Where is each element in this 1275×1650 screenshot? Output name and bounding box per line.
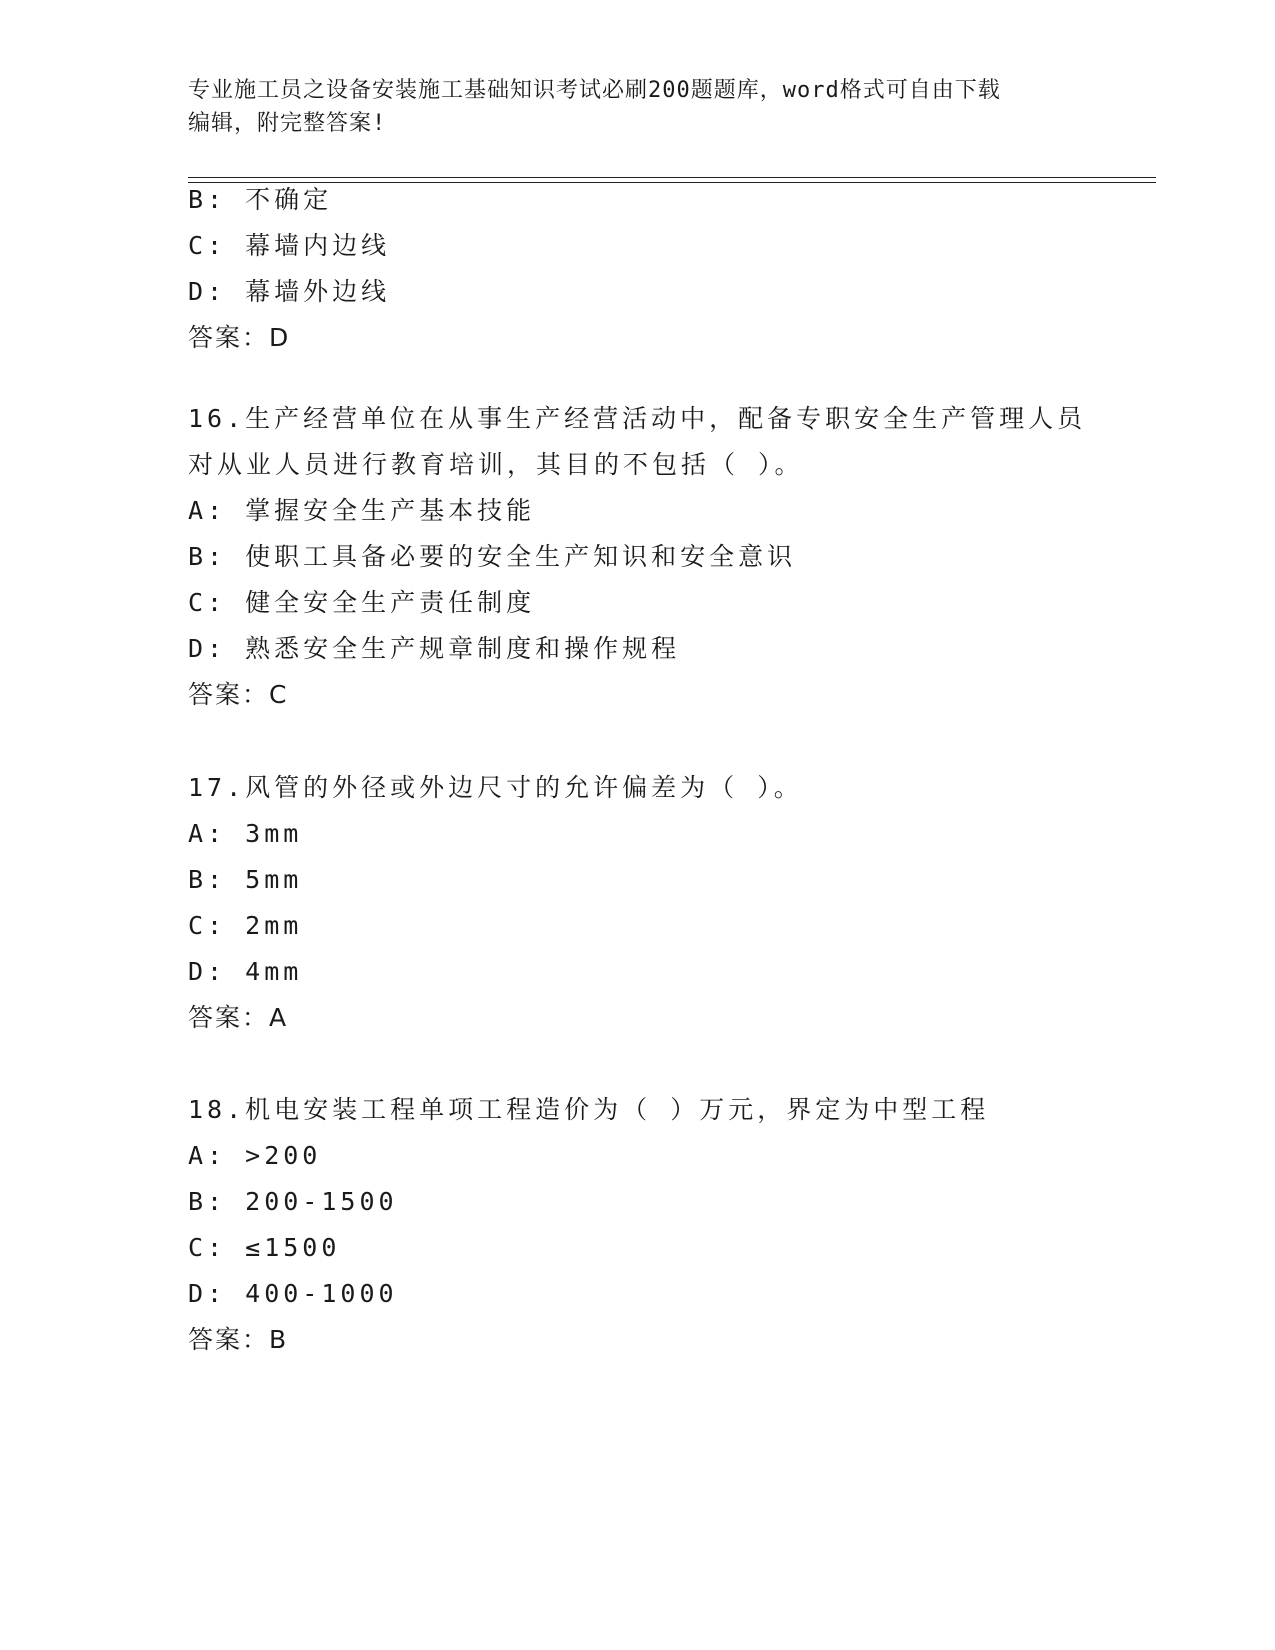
option-c: C: ≤1500 bbox=[188, 1233, 341, 1262]
header-line-1: 专业施工员之设备安装施工基础知识考试必刷200题题库，word格式可自由下载 bbox=[188, 78, 1001, 103]
question-17 bbox=[188, 765, 1088, 1041]
header-line-2: 编辑，附完整答案! bbox=[188, 111, 387, 136]
question-stem-line-2: 对从业人员进行教育培训，其目的不包括（ ）。 bbox=[188, 450, 804, 479]
answer: 答案：A bbox=[188, 1003, 289, 1032]
question-15-continuation bbox=[188, 177, 1088, 361]
option-c: C: 健全安全生产责任制度 bbox=[188, 588, 536, 617]
answer: 答案：C bbox=[188, 680, 289, 709]
option-c: C: 2mm bbox=[188, 911, 303, 940]
question-18 bbox=[188, 1087, 1088, 1363]
document-header bbox=[188, 74, 1088, 140]
option-d: D: 4mm bbox=[188, 957, 303, 986]
option-b: B: 不确定 bbox=[188, 185, 333, 214]
option-a: A: 3mm bbox=[188, 819, 303, 848]
answer: 答案：D bbox=[188, 323, 291, 352]
option-b: B: 200-1500 bbox=[188, 1187, 398, 1216]
option-b: B: 使职工具备必要的安全生产知识和安全意识 bbox=[188, 542, 797, 571]
question-16 bbox=[188, 396, 1088, 718]
option-a: A: 掌握安全生产基本技能 bbox=[188, 496, 536, 525]
option-d: D: 熟悉安全生产规章制度和操作规程 bbox=[188, 634, 681, 663]
option-c: C: 幕墙内边线 bbox=[188, 231, 391, 260]
question-stem-line-1: 17.风管的外径或外边尺寸的允许偏差为（ ）。 bbox=[188, 773, 803, 802]
answer: 答案：B bbox=[188, 1325, 289, 1354]
option-d: D: 400-1000 bbox=[188, 1279, 398, 1308]
question-stem-line-1: 16.生产经营单位在从事生产经营活动中，配备专职安全生产管理人员 bbox=[188, 404, 1087, 433]
option-b: B: 5mm bbox=[188, 865, 303, 894]
option-a: A: >200 bbox=[188, 1141, 322, 1170]
option-d: D: 幕墙外边线 bbox=[188, 277, 391, 306]
question-stem-line-1: 18.机电安装工程单项工程造价为（ ）万元，界定为中型工程 bbox=[188, 1095, 990, 1124]
